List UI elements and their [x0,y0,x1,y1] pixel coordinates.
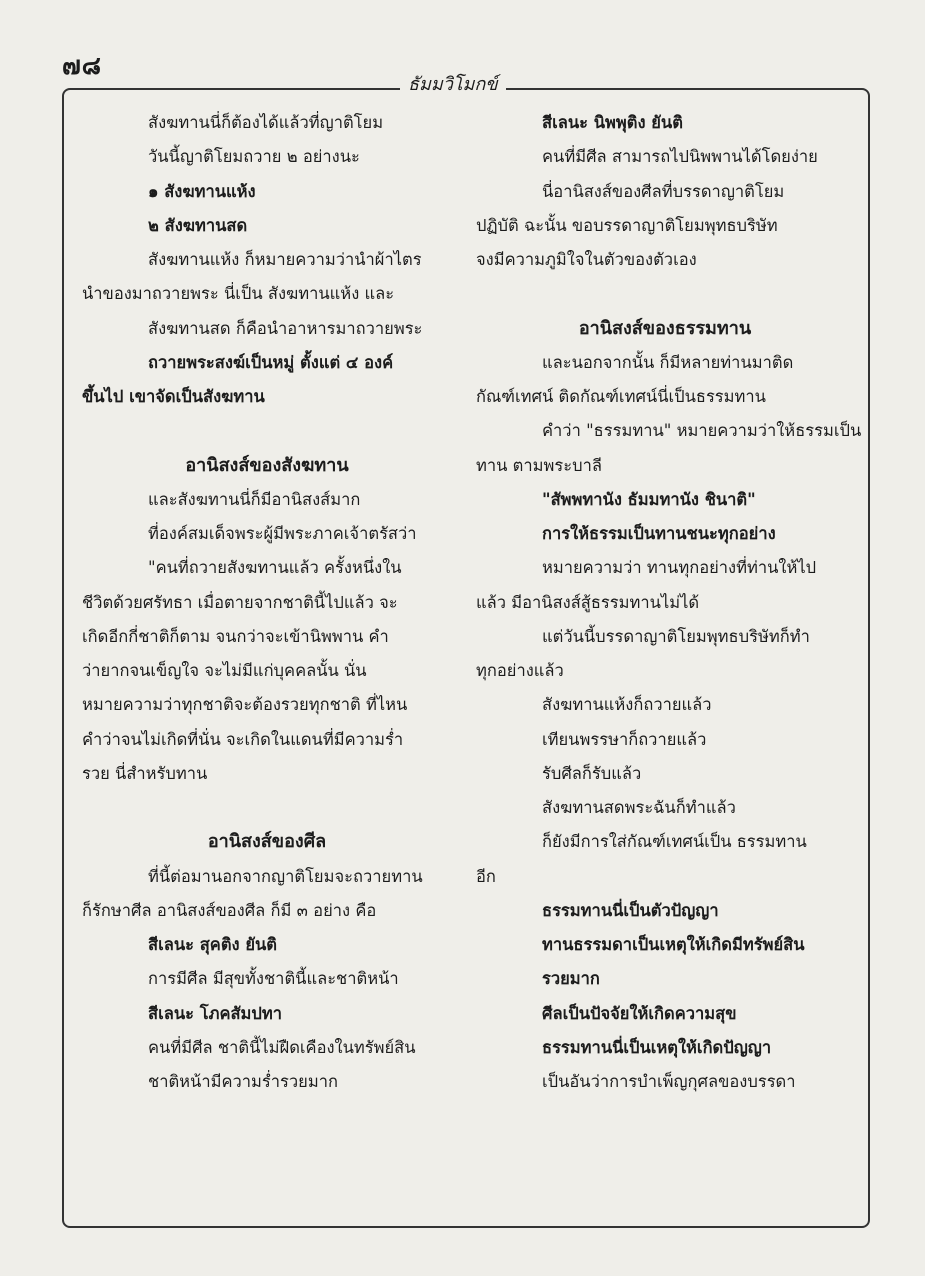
section-heading: อานิสงส์ของศีล [207,831,327,853]
text-line [82,791,452,825]
text-line [82,414,452,448]
text-line: แต่วันนี้บรรดาญาติโยมพุทธบริษัทก็ทำ [542,626,810,646]
text-line: ก็รักษาศีล อานิสงส์ของศีล ก็มี ๓ อย่าง คือ [82,900,377,920]
text-line: สังฆทานแห้งก็ถวายแล้ว [542,695,712,715]
text-line: นี่อานิสงส์ของศีลที่บรรดาญาติโยม [542,181,785,201]
text-line: สีเลนะ สุคติง ยันติ [148,935,277,954]
text-line: ทุกอย่างแล้ว [476,661,564,680]
text-line: คำว่าจนไม่เกิดที่นั่น จะเกิดในแดนที่มีความร่ำ [82,729,404,749]
text-line: ขึ้นไป เขาจัดเป็นสังฆทาน [82,387,265,406]
text-line: เกิดอีกกี่ชาติก็ตาม จนกว่าจะเข้านิพพาน คำ [82,626,389,646]
text-line: ปฏิบัติ ฉะนั้น ขอบรรดาญาติโยมพุทธบริษัท [476,215,778,235]
text-line: ๑ สังฆทานแห้ง [148,181,256,201]
text-line: ธรรมทานนี่เป็นเหตุให้เกิดปัญญา [542,1037,772,1057]
text-line: คำว่า "ธรรมทาน" หมายความว่าให้ธรรมเป็น [542,421,862,441]
text-line: ว่ายากจนเข็ญใจ จะไม่มีแก่บุคคลนั้น นั่น [82,661,367,680]
text-line: สีเลนะ นิพพุติง ยันติ [542,113,683,132]
text-line: ถวายพระสงฆ์เป็นหมู่ ตั้งแต่ ๔ องค์ [148,352,394,372]
text-line [476,277,854,311]
text-line: ทานธรรมดาเป็นเหตุให้เกิดมีทรัพย์สิน [542,935,805,954]
text-line: และนอกจากนั้น ก็มีหลายท่านมาติด [542,352,794,372]
text-line: การให้ธรรมเป็นทานชนะทุกอย่าง [542,524,776,543]
text-line: สีเลนะ โภคสัมปทา [148,1003,283,1023]
right-column [476,106,862,1099]
text-line: รับศีลก็รับแล้ว [542,763,642,783]
text-line: สังฆทานสด ก็คือนำอาหารมาถวายพระ [148,318,423,338]
text-line: ๒ สังฆทานสด [148,215,248,235]
page-number: ๗๘ [62,51,103,80]
text-line: เป็นอันว่าการบำเพ็ญกุศลของบรรดา [542,1072,796,1091]
text-line: "สัพพทานัง ธัมมทานัง ชินาติ" [542,489,756,509]
text-line: หมายความว่า ทานทุกอย่างที่ท่านให้ไป [542,558,817,578]
text-line: คนที่มีศีล ชาตินี้ไม่ฝืดเคืองในทรัพย์สิน [148,1037,416,1057]
text-line: ธรรมทานนี่เป็นตัวปัญญา [542,900,719,920]
text-line: นำของมาถวายพระ นี่เป็น สังฆทานแห้ง และ [82,284,395,304]
text-line: ศีลเป็นปัจจัยให้เกิดความสุข [542,1003,737,1023]
text-line: เทียนพรรษาก็ถวายแล้ว [542,729,707,749]
text-line: การมีศีล มีสุขทั้งชาตินี้และชาติหน้า [148,969,399,989]
text-line: "คนที่ถวายสังฆทานแล้ว ครั้งหนึ่งใน [148,558,402,578]
text-line: สังฆทานแห้ง ก็หมายความว่านำผ้าไตร [148,250,422,269]
text-line: สังฆทานสดพระฉันก็ทำแล้ว [542,798,736,817]
text-line: ก็ยังมีการใส่กัณฑ์เทศน์เป็น ธรรมทาน [542,832,807,852]
text-line: กัณฑ์เทศน์ ติดกัณฑ์เทศน์นี่เป็นธรรมทาน [476,387,766,406]
text-line: รวยมาก [542,969,600,989]
text-line: แล้ว มีอานิสงส์สู้ธรรมทานไม่ได้ [476,592,700,612]
text-line: ทาน ตามพระบาลี [476,455,602,475]
text-line: สังฆทานนี่ก็ต้องได้แล้วที่ญาติโยม [148,113,384,132]
section-heading: อานิสงส์ของสังฆทาน [185,454,349,476]
text-line: คนที่มีศีล สามารถไปนิพพานได้โดยง่าย [542,147,818,167]
text-line: อีก [476,866,496,886]
text-line: ที่องค์สมเด็จพระผู้มีพระภาคเจ้าตรัสว่า [148,524,417,543]
text-line: รวย นี่สำหรับทาน [82,763,208,783]
text-line: จงมีความภูมิใจในตัวของตัวเอง [476,250,697,269]
running-head: ธัมมวิโมกข์ [400,70,506,100]
text-line: วันนี้ญาติโยมถวาย ๒ อย่างนะ [148,147,360,167]
text-line: และสังฆทานนี่ก็มีอานิสงส์มาก [148,489,361,509]
left-column [82,106,452,1099]
text-line: ชาติหน้ามีความร่ำรวยมาก [148,1072,338,1091]
section-heading: อานิสงส์ของธรรมทาน [578,317,752,339]
text-line: ที่นี้ต่อมานอกจากญาติโยมจะถวายทาน [148,866,423,886]
text-line: ชีวิตด้วยศรัทธา เมื่อตายจากชาตินี้ไปแล้ว จะ [82,592,398,612]
text-line: หมายความว่าทุกชาติจะต้องรวยทุกชาติ ที่ไหน [82,695,408,715]
